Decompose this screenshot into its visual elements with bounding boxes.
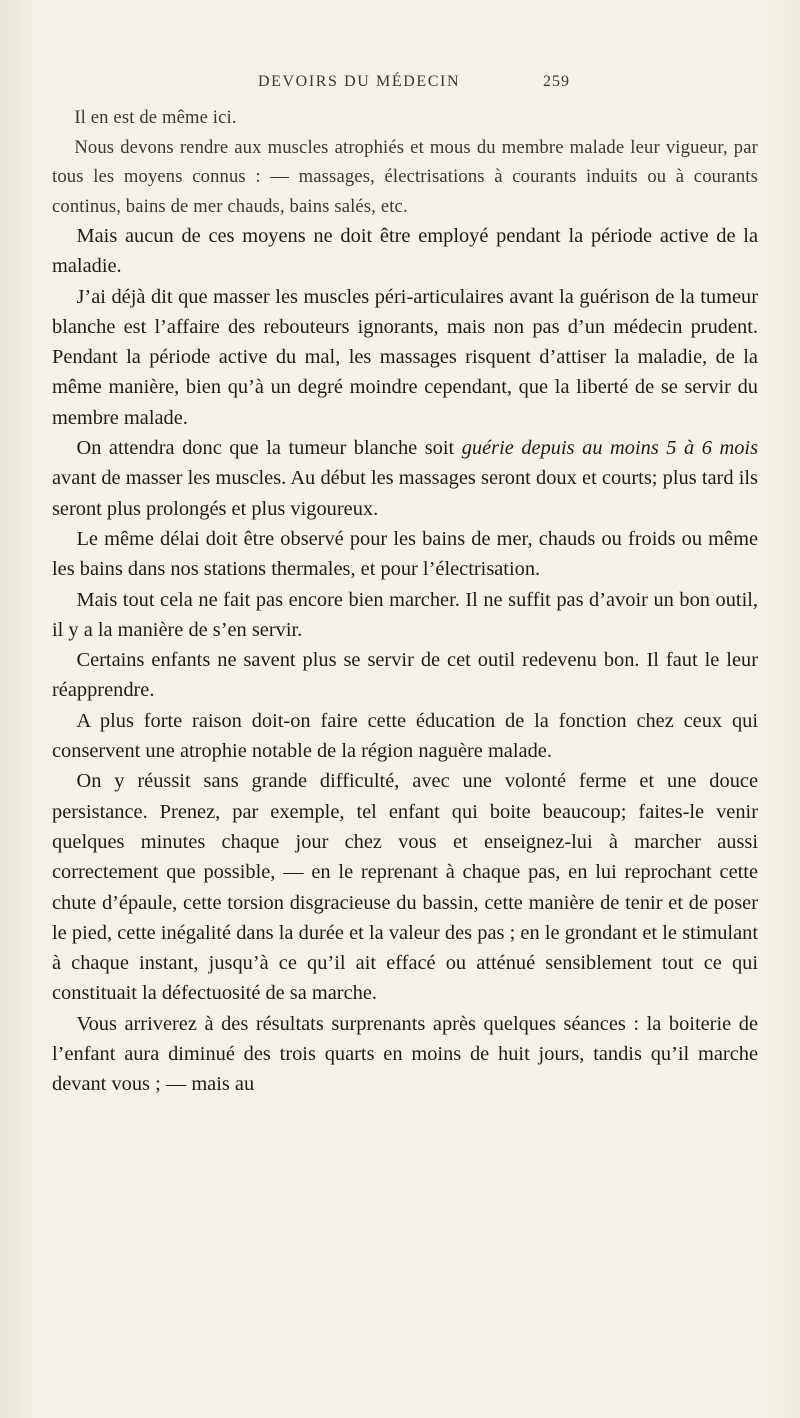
running-head-title: DEVOIRS DU MÉDECIN (258, 73, 461, 90)
paragraph: Certains enfants ne savent plus se servir de cet outil redevenu bon. Il faut le leur réapprendre. (52, 649, 758, 702)
paragraph: Vous arriverez à des résultats surprenants après quelques séances : la boiterie de l’enfant aura diminué des trois quarts en moins de huit jours, tandis qu’il marche devant vous ; — mais au (52, 1012, 758, 1096)
paragraph: Nous devons rendre aux muscles atrophiés et mous du membre malade leur vigueur, par tous les moyens connus : — massages, électrisations à courants induits ou à courants continus, bains de mer chauds, bains salés, etc. (52, 136, 758, 217)
paragraph: A plus forte raison doit-on faire cette éducation de la fonction chez ceux qui conservent une atrophie notable de la région naguère malade. (52, 709, 758, 763)
paragraph: Mais tout cela ne fait pas encore bien marcher. Il ne suffit pas d’avoir un bon outil, il y a la manière de s’en servir. (52, 588, 758, 641)
paragraph-waiting-period (52, 433, 758, 524)
running-head (258, 73, 570, 91)
page-number: 259 (543, 73, 570, 90)
paragraph: J’ai déjà dit que masser les muscles péri-articulaires avant la guérison de la tumeur blanche est l’affaire des rebouteurs ignorants, mais non pas d’un médecin prudent. Pendant la période active du mal, les massages risquent d’attiser la maladie, de la même manière, bien qu’à un degré moindre cependant, que la liberté de se servir du membre malade. (52, 285, 758, 429)
paragraph-text: avant de masser les muscles. Au début les massages seront doux et courts; plus tard ils seront plus prolongés et plus vigoureux. (52, 467, 758, 520)
paragraph-text: On attendra donc que la tumeur blanche soit (76, 437, 462, 460)
paragraph: On y réussit sans grande difficulté, avec une volonté ferme et une douce persistance. Prenez, par exemple, tel enfant qui boite beaucoup; faites-le venir quelques minutes chaque jour chez vous et enseignez-lui à marcher aussi correctement que possible, — en le reprenant à chaque pas, en lui reprochant cette chute d’épaule, cette torsion disgracieuse du bassin, cette manière de tenir et de poser le pied, cette inégalité dans la durée et la valeur des pas ; en le grondant et le stimulant à chaque instant, jusqu’à ce qu’il ait effacé ou atténué sensiblement tout ce qui constituait la défectuosité de sa marche. (52, 770, 758, 1005)
emphasized-text: guérie depuis au moins 5 à 6 mois (461, 437, 759, 460)
body-text (52, 103, 758, 1100)
paragraph: Il en est de même ici. (74, 107, 237, 128)
paragraph: Le même délai doit être observé pour les bains de mer, chauds ou froids ou même les bains dans nos stations thermales, et pour l’électrisation. (52, 527, 758, 581)
paragraph: Mais aucun de ces moyens ne doit être employé pendant la période active de la maladie. (52, 225, 758, 278)
